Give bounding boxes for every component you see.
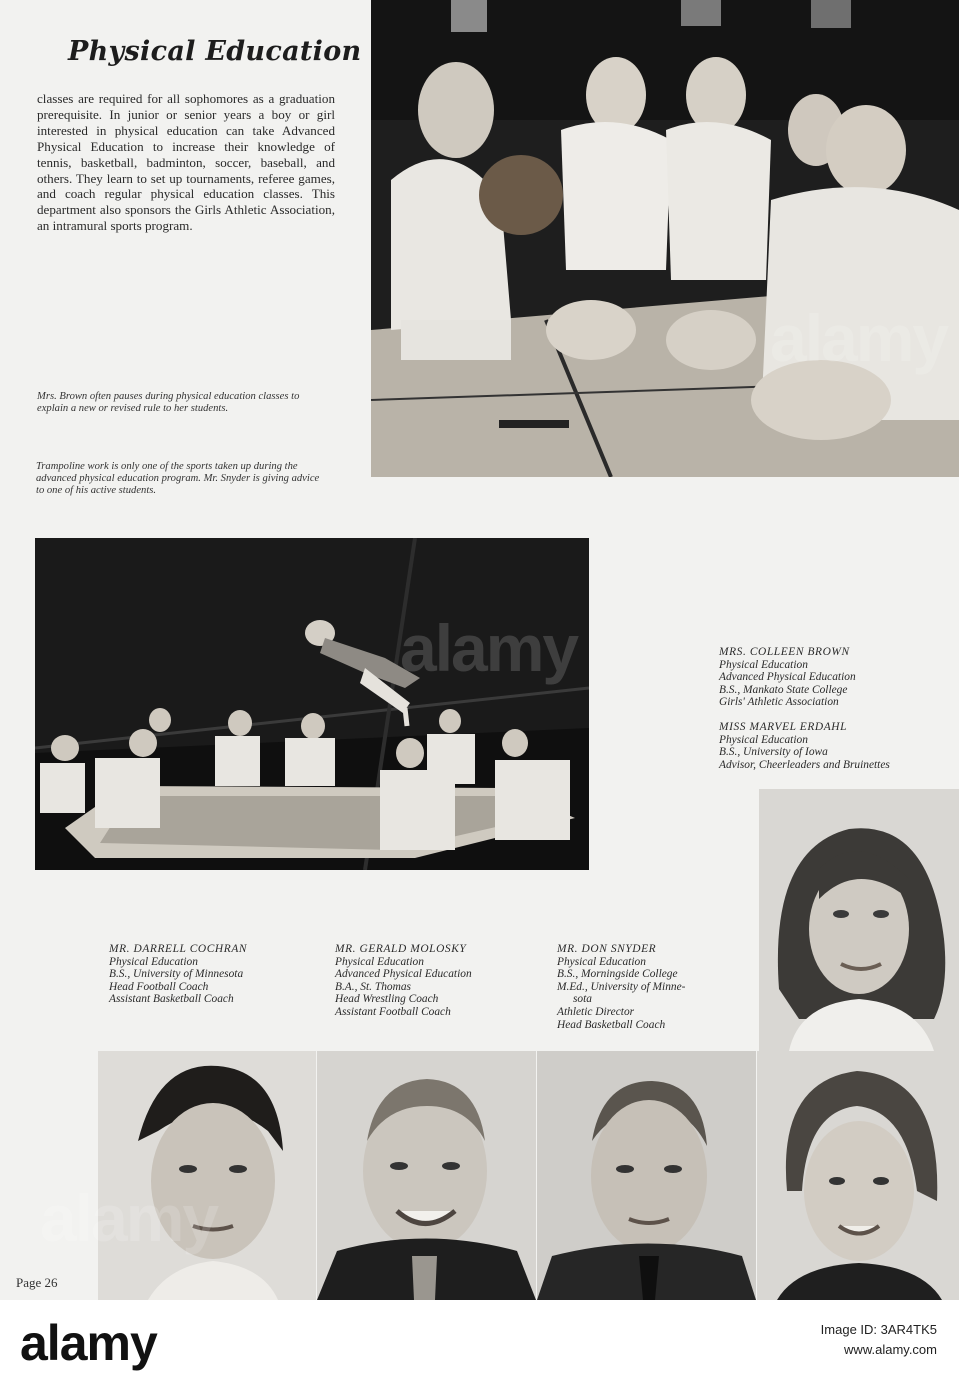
portrait-snyder xyxy=(537,1051,756,1300)
faculty-snyder-line: sota xyxy=(573,993,592,1006)
faculty-molosky-line: B.A., St. Thomas xyxy=(335,980,411,993)
faculty-erdahl-line: B.S., University of Iowa xyxy=(719,746,828,759)
faculty-cochran xyxy=(109,943,247,1006)
faculty-cochran-line: Head Football Coach xyxy=(109,980,209,993)
faculty-erdahl-name: MISS MARVEL ERDAHL xyxy=(719,721,848,733)
faculty-erdahl xyxy=(719,721,890,771)
page-title: Physical Education xyxy=(68,36,362,67)
faculty-erdahl-line: Advisor, Cheerleaders and Bruinettes xyxy=(719,758,890,771)
faculty-snyder-line: Head Basketball Coach xyxy=(557,1018,666,1031)
body-paragraph: classes are required for all sophomores as a graduation prerequisite. In junior or senior years a boy or girl interested in physical education can take Advanced Physical Education to increase their knowledge of tennis, basketball, badminton, soccer, baseball, and others. They learn to set up tournaments, referee games, and coach regular physical education classes. This department also sponsors the Girls Athletic Association, an intramural sports program. xyxy=(37,91,335,234)
caption-brown: Mrs. Brown often pauses during physical education classes to explain a new or revised rule to her students. xyxy=(37,391,300,414)
faculty-cochran-line: Physical Education xyxy=(109,955,198,968)
caption-trampoline: Trampoline work is only one of the sports taken up during the advanced physical education program. Mr. Snyder is giving advice to one of his active students. xyxy=(36,461,320,496)
faculty-molosky-name: MR. GERALD MOLOSKY xyxy=(335,943,467,955)
photo-trampoline xyxy=(35,538,589,870)
photo-basketball-group xyxy=(371,0,959,477)
portrait-cochran xyxy=(98,1051,316,1300)
image-id: Image ID: 3AR4TK5 xyxy=(820,1322,937,1337)
page-number: Page 26 xyxy=(16,1275,58,1290)
faculty-molosky-line: Assistant Football Coach xyxy=(335,1005,451,1018)
faculty-brown-line: Advanced Physical Education xyxy=(719,671,856,684)
faculty-brown xyxy=(719,646,856,709)
faculty-cochran-name: MR. DARRELL COCHRAN xyxy=(109,943,248,955)
footer-meta xyxy=(821,1320,937,1360)
faculty-snyder-name: MR. DON SNYDER xyxy=(557,943,657,955)
faculty-molosky xyxy=(335,943,472,1019)
faculty-molosky-line: Physical Education xyxy=(335,955,424,968)
portrait-brown xyxy=(759,789,959,1051)
faculty-molosky-line: Advanced Physical Education xyxy=(335,968,472,981)
alamy-logo: alamy xyxy=(20,1315,157,1371)
portrait-erdahl xyxy=(757,1051,959,1300)
faculty-snyder-line: M.Ed., University of Minne- xyxy=(557,980,686,993)
faculty-erdahl-line: Physical Education xyxy=(719,733,808,746)
portrait-molosky xyxy=(317,1051,536,1300)
faculty-brown-line: Physical Education xyxy=(719,658,808,671)
faculty-cochran-line: Assistant Basketball Coach xyxy=(109,993,234,1006)
faculty-molosky-line: Head Wrestling Coach xyxy=(335,993,439,1006)
faculty-snyder-line: B.S., Morningside College xyxy=(557,968,678,981)
faculty-brown-line: Girls' Athletic Association xyxy=(719,696,839,709)
faculty-cochran-line: B.S., University of Minnesota xyxy=(109,968,244,981)
faculty-snyder-line: Physical Education xyxy=(557,955,646,968)
faculty-snyder-line: Athletic Director xyxy=(557,1005,635,1018)
site-url: www.alamy.com xyxy=(844,1342,937,1357)
faculty-snyder xyxy=(557,943,685,1031)
stock-footer xyxy=(0,1300,959,1390)
faculty-brown-name: MRS. COLLEEN BROWN xyxy=(719,646,850,658)
faculty-brown-line: B.S., Mankato State College xyxy=(719,683,848,696)
